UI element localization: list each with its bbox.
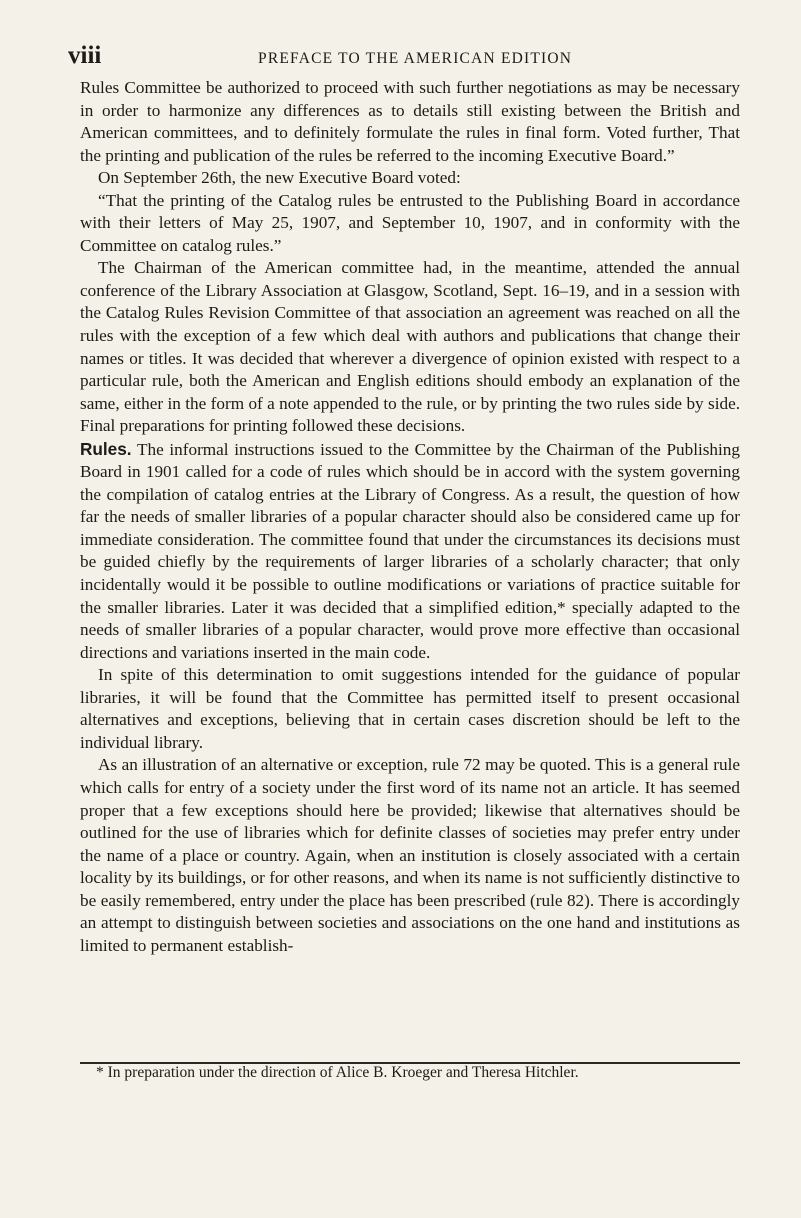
paragraph: “That the printing of the Catalog rules be entrusted to the Publishing Board in accordance with their letters of May 25, 1907, and September 10, 1907, and in conformity with the Committee on catalog rules.” (80, 190, 740, 255)
body-text (80, 77, 740, 957)
paragraph: As an illustration of an alternative or exception, rule 72 may be quoted. This is a general rule which calls for entry of a society under the first word of its name not an article. It has seemed proper that a few exceptions should here be provided; likewise that alternatives should be outlined for the use of libraries which for definite classes of societies may prefer entry under the name of a place or country. Again, when an institution is closely associated with a certain locality by its buildings, or for other reasons, and when its name is not sufficiently distinctive to be easily remembered, entry under the place has been prescribed (rule 82). There is accordingly an attempt to distinguish between societies and associations on the one hand and institutions as limited to permanent establish- (80, 755, 740, 955)
section-lead: Rules. (80, 438, 132, 459)
page-header (68, 38, 748, 68)
paragraph: In spite of this determination to omit suggestions intended for the guidance of popular libraries, it will be found that the Committee has permitted itself to present occasional alternatives and exceptions, believing that in certain cases discretion should be left to the individual library. (80, 665, 740, 752)
paragraph: Rules. The informal instructions issued to the Committee by the Chairman of the Publishing Board in 1901 called for a code of rules which should be in accord with the system governing the compilation of catalog entries at the Library of Congress. As a result, the question of how far the needs of smaller libraries of a popular character should also be considered came up for immediate consideration. The committee found that under the circumstances its decisions must be guided chiefly by the requirements of larger libraries of a scholarly character; that only incidentally would it be possible to outline modifications or variations of practice suitable for the smaller libraries. Later it was decided that a simplified edition,* specially adapted to the needs of smaller libraries of a popular character, would prove more effective than occasional directions and variations inserted in the main code. (80, 438, 740, 662)
paragraph: On September 26th, the new Executive Board voted: (98, 168, 461, 188)
page-number: viii (68, 42, 102, 69)
running-head: PREFACE TO THE AMERICAN EDITION (258, 50, 573, 67)
footnote: * In preparation under the direction of Alice B. Kroeger and Theresa Hitchler. (96, 1064, 579, 1081)
paragraph: Rules Committee be authorized to proceed with such further negotiations as may be necessary in order to harmonize any differences as to details still existing between the British and American committees, and to definitely formulate the rules in final form. Voted further, That the printing and publication of the rules be referred to the incoming Executive Board.” (80, 78, 740, 165)
paragraph: The Chairman of the American committee had, in the meantime, attended the annual conference of the Library Association at Glasgow, Scotland, Sept. 16–19, and in a session with the Catalog Rules Revision Committee of that association an agreement was reached on all the rules with the exception of a few which deal with authors and publications that change their names or titles. It was decided that wherever a divergence of opinion existed with respect to a particular rule, both the American and English editions should embody an explanation of the same, either in the form of a note appended to the rule, or by printing the two rules side by side. Final preparations for printing followed these decisions. (80, 258, 740, 436)
